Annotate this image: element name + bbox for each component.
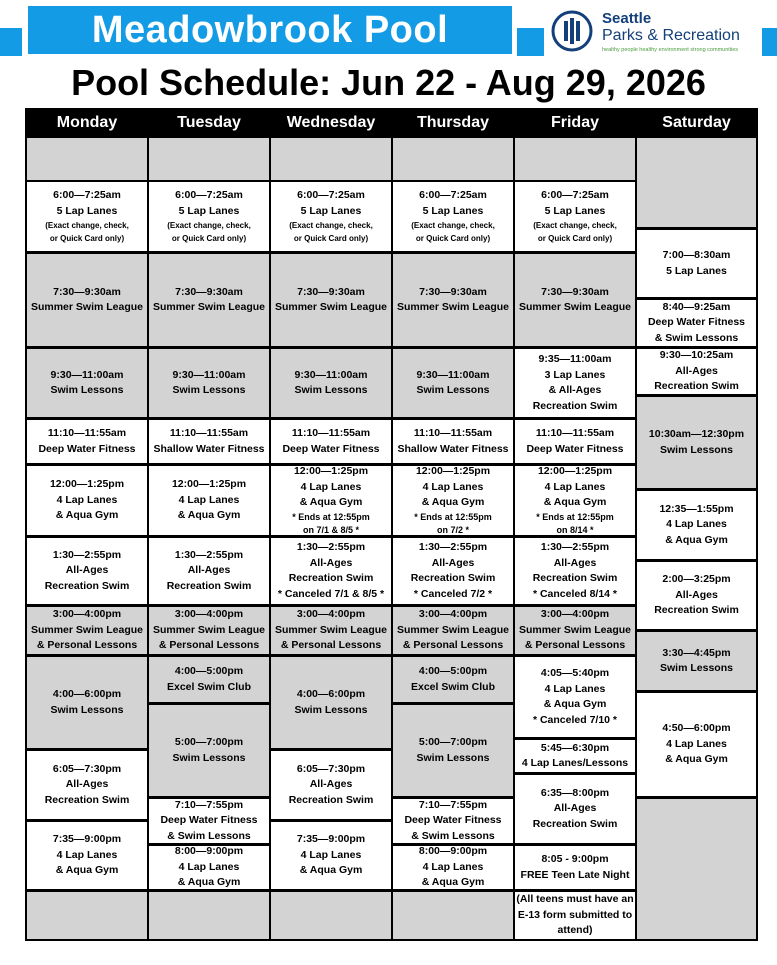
- schedule-cell-friday-10: [515, 775, 635, 843]
- cell-text: Excel Swim Club: [410, 680, 496, 693]
- cell-text: & Swim Lessons: [411, 829, 495, 842]
- schedule-cell-wednesday-1: [271, 182, 391, 251]
- schedule-cell-saturday-5: [637, 491, 756, 559]
- logo-tagline: healthy people healthy environment strong communities: [602, 47, 739, 53]
- day-header-thursday: Thursday: [416, 114, 489, 131]
- schedule-cell-monday-0: [27, 138, 147, 180]
- cell-text: All-Ages: [65, 778, 109, 791]
- cell-text: or Quick Card only): [537, 234, 613, 243]
- cell-text: 6:05—7:30pm: [52, 762, 122, 775]
- cell-text: & Aqua Gym: [543, 698, 607, 710]
- cell-text: & Aqua Gym: [55, 864, 119, 877]
- cell-text: Swim Lessons: [416, 384, 490, 396]
- schedule-cell-saturday-2: [637, 300, 756, 346]
- cell-text: & Aqua Gym: [543, 496, 607, 509]
- cell-text: or Quick Card only): [293, 234, 369, 243]
- cell-text: 4 Lap Lanes: [300, 480, 362, 493]
- schedule-cell-wednesday-6: [271, 538, 391, 604]
- cell-text: Summer Swim League: [396, 301, 510, 313]
- cell-text: 4 Lap Lanes: [666, 518, 727, 531]
- schedule-cell-monday-1: [27, 182, 147, 251]
- cell-text: Recreation Swim: [166, 579, 252, 592]
- cell-text: 7:30—9:30am: [53, 285, 121, 298]
- cell-text: 10:30am—12:30pm: [648, 428, 745, 440]
- cell-text: 7:30—9:30am: [419, 285, 487, 298]
- cell-text: Shallow Water Fitness: [153, 442, 265, 455]
- cell-text: 6:05—7:30pm: [296, 762, 366, 775]
- page-title: Pool Schedule: Jun 22 - Aug 29, 2026: [71, 62, 706, 103]
- header-bar-left: [0, 28, 22, 56]
- cell-text: 4:00—6:00pm: [296, 688, 366, 700]
- schedule-cell-wednesday-7: [271, 607, 391, 654]
- cell-text: 3:00—4:00pm: [540, 608, 610, 621]
- cell-text: 11:10—11:55am: [47, 427, 127, 439]
- cell-text: 11:10—11:55am: [413, 427, 493, 439]
- schedule-cell-wednesday-10: [271, 822, 391, 889]
- cell-text: 3:30—4:45pm: [662, 646, 731, 659]
- cell-text: Swim Lessons: [50, 384, 124, 396]
- cell-text: 1:30—2:55pm: [296, 541, 366, 553]
- schedule-cell-wednesday-9: [271, 751, 391, 819]
- logo-parks-recreation: Parks & Recreation: [602, 27, 740, 44]
- cell-text: 8:00—9:00pm: [418, 846, 488, 858]
- cell-text: 3:00—4:00pm: [296, 608, 366, 621]
- schedule-cell-wednesday-0: [271, 138, 391, 180]
- cell-text: 6:00—7:25am: [419, 189, 487, 201]
- cell-text: All-Ages: [675, 588, 718, 601]
- header-bar-middle: [517, 28, 544, 56]
- cell-text: 12:00—1:25pm: [537, 466, 613, 478]
- cell-text: 7:35—9:00pm: [52, 833, 122, 846]
- cell-text: 4 Lap Lanes: [544, 682, 606, 695]
- schedule-cell-monday-3: [27, 349, 147, 417]
- cell-text: (Exact change, check,: [289, 221, 373, 230]
- schedule-cell-saturday-8: [637, 693, 756, 796]
- cell-text: 3 Lap Lanes: [544, 368, 606, 381]
- cell-text: on 8/14 *: [556, 524, 594, 535]
- cell-text: Summer Swim League: [30, 301, 144, 313]
- cell-text: or Quick Card only): [415, 234, 491, 243]
- cell-text: 5:45—6:30pm: [540, 741, 610, 754]
- cell-text: Summer Swim League: [396, 623, 510, 636]
- schedule-cell-tuesday-0: [149, 138, 269, 180]
- cell-text: & All-Ages: [548, 384, 602, 396]
- cell-text: (Exact change, check,: [533, 221, 617, 230]
- schedule-cell-wednesday-2: [271, 254, 391, 346]
- schedule-cell-friday-3: [515, 349, 635, 417]
- cell-text: 5 Lap Lanes: [178, 204, 240, 217]
- cell-text: Deep Water Fitness: [404, 814, 502, 827]
- cell-text: & Aqua Gym: [665, 753, 728, 766]
- cell-text: Recreation Swim: [532, 572, 618, 584]
- cell-text: 5:00—7:00pm: [418, 736, 488, 748]
- schedule-cell-friday-8: [515, 657, 635, 737]
- schedule-cell-thursday-4: [393, 420, 513, 463]
- schedule-cell-friday-4: [515, 420, 635, 463]
- cell-text: Recreation Swim: [532, 399, 618, 412]
- cell-text: 9:30—10:25am: [659, 349, 734, 362]
- cell-text: 9:35—11:00am: [538, 353, 612, 365]
- cell-text: 8:05 - 9:00pm: [541, 853, 609, 865]
- cell-text: All-Ages: [675, 364, 718, 377]
- cell-text: 4 Lap Lanes: [422, 480, 484, 493]
- cell-text: 6:00—7:25am: [297, 189, 365, 201]
- schedule-cell-wednesday-3: [271, 349, 391, 417]
- pool-name-banner: Meadowbrook Pool: [28, 6, 512, 54]
- cell-text: Summer Swim League: [518, 623, 632, 636]
- schedule-cell-thursday-6: [393, 538, 513, 604]
- cell-text: 4 Lap Lanes: [666, 737, 727, 750]
- cell-text: Shallow Water Fitness: [397, 442, 509, 455]
- schedule-cell-thursday-8: [393, 657, 513, 702]
- cell-text: on 7/1 & 8/5 *: [302, 524, 360, 535]
- cell-text: 6:00—7:25am: [175, 189, 243, 201]
- cell-text: 7:30—9:30am: [175, 285, 243, 298]
- schedule-cell-saturday-4: [637, 397, 756, 488]
- schedule-cell-tuesday-7: [149, 607, 269, 654]
- schedule-cell-friday-11: [515, 846, 635, 889]
- cell-text: on 7/2 *: [436, 524, 469, 535]
- cell-text: & Personal Lessons: [280, 639, 382, 652]
- cell-text: 5 Lap Lanes: [666, 264, 727, 277]
- cell-text: & Aqua Gym: [299, 864, 363, 877]
- schedule-cell-monday-7: [27, 607, 147, 654]
- cell-text: 12:00—1:25pm: [171, 478, 247, 491]
- cell-text: & Personal Lessons: [402, 639, 504, 652]
- logo-seattle: Seattle: [602, 10, 652, 27]
- cell-text: 8:40—9:25am: [662, 300, 731, 313]
- cell-text: Swim Lessons: [172, 751, 246, 764]
- seattle-emblem-icon: [551, 10, 593, 52]
- cell-text: 4:05—5:40pm: [540, 667, 610, 679]
- cell-text: 4 Lap Lanes: [56, 493, 118, 506]
- schedule-cell-thursday-11: [393, 846, 513, 889]
- cell-text: 4:50—6:00pm: [662, 722, 731, 735]
- cell-text: 11:10—11:55am: [291, 427, 371, 439]
- schedule-cell-saturday-3: [637, 349, 756, 394]
- cell-text: 9:30—11:00am: [416, 368, 490, 381]
- cell-text: 12:35—1:55pm: [659, 502, 734, 515]
- cell-text: or Quick Card only): [49, 234, 125, 243]
- cell-text: Summer Swim League: [30, 623, 144, 636]
- cell-text: 4 Lap Lanes: [178, 493, 240, 506]
- cell-text: (All teens must have an: [516, 893, 634, 906]
- cell-text: 8:00—9:00pm: [174, 846, 244, 858]
- cell-text: 6:35—8:00pm: [540, 786, 610, 799]
- day-header-saturday: Saturday: [662, 114, 731, 131]
- cell-text: attend): [557, 924, 593, 937]
- schedule-cell-saturday-1: [637, 230, 756, 297]
- cell-text: 4:00—5:00pm: [174, 665, 244, 677]
- schedule-cell-tuesday-10: [149, 799, 269, 843]
- cell-text: Swim Lessons: [416, 751, 490, 764]
- day-header-tuesday: Tuesday: [177, 114, 241, 131]
- cell-text: 9:30—11:00am: [294, 368, 368, 381]
- cell-text: & Aqua Gym: [421, 876, 485, 889]
- cell-text: Summer Swim League: [152, 301, 266, 313]
- day-header-monday: Monday: [56, 114, 118, 131]
- cell-text: Summer Swim League: [518, 301, 632, 313]
- schedule-cell-tuesday-2: [149, 254, 269, 346]
- schedule-cell-wednesday-4: [271, 420, 391, 463]
- cell-text: & Aqua Gym: [55, 509, 119, 522]
- cell-text: Recreation Swim: [288, 793, 374, 806]
- schedule-cell-thursday-3: [393, 349, 513, 417]
- schedule-cell-tuesday-6: [149, 538, 269, 604]
- cell-text: Summer Swim League: [152, 623, 266, 636]
- header-bar-right: [762, 28, 777, 56]
- schedule-cell-monday-4: [27, 420, 147, 463]
- schedule-cell-thursday-0: [393, 138, 513, 180]
- cell-text: All-Ages: [309, 778, 353, 791]
- cell-text: Recreation Swim: [654, 604, 739, 617]
- schedule-cell-wednesday-5: [271, 466, 391, 535]
- cell-text: Recreation Swim: [44, 793, 130, 806]
- day-header-friday: Friday: [550, 114, 599, 131]
- cell-text: 3:00—4:00pm: [418, 608, 488, 621]
- cell-text: 12:00—1:25pm: [415, 466, 491, 478]
- cell-text: 4 Lap Lanes: [56, 848, 118, 861]
- cell-text: & Swim Lessons: [654, 331, 739, 344]
- cell-text: Excel Swim Club: [166, 680, 252, 693]
- cell-text: * Canceled 7/10 *: [532, 713, 618, 726]
- schedule-cell-tuesday-12: [149, 892, 269, 939]
- cell-text: 5:00—7:00pm: [174, 736, 244, 748]
- schedule-cell-tuesday-9: [149, 705, 269, 796]
- schedule-cell-friday-12: [515, 892, 635, 939]
- cell-text: Recreation Swim: [288, 572, 374, 584]
- cell-text: 4 Lap Lanes: [422, 860, 484, 873]
- cell-text: Deep Water Fitness: [160, 814, 258, 827]
- cell-text: 7:10—7:55pm: [174, 799, 244, 811]
- cell-text: 4 Lap Lanes/Lessons: [521, 757, 629, 769]
- schedule-cell-thursday-10: [393, 799, 513, 843]
- cell-text: * Canceled 7/1 & 8/5 *: [277, 587, 385, 600]
- cell-text: Summer Swim League: [274, 623, 388, 636]
- cell-text: Deep Water Fitness: [647, 316, 746, 329]
- schedule-cell-thursday-5: [393, 466, 513, 535]
- cell-text: All-Ages: [309, 556, 353, 569]
- schedule-cell-thursday-12: [393, 892, 513, 939]
- cell-text: * Ends at 12:55pm: [536, 511, 614, 522]
- schedule-cell-friday-0: [515, 138, 635, 180]
- schedule-cell-saturday-9: [637, 799, 756, 939]
- schedule-cell-wednesday-11: [271, 892, 391, 939]
- cell-text: Swim Lessons: [172, 384, 246, 396]
- schedule-cell-monday-5: [27, 466, 147, 535]
- cell-text: 5 Lap Lanes: [56, 204, 118, 217]
- cell-text: * Canceled 7/2 *: [413, 587, 493, 600]
- cell-text: * Ends at 12:55pm: [292, 511, 370, 522]
- schedule-cell-thursday-1: [393, 182, 513, 251]
- cell-text: (Exact change, check,: [45, 221, 129, 230]
- cell-text: Swim Lessons: [660, 662, 733, 674]
- cell-text: 11:10—11:55am: [535, 427, 615, 439]
- cell-text: 4 Lap Lanes: [300, 848, 362, 861]
- cell-text: Recreation Swim: [532, 817, 618, 830]
- schedule-cell-tuesday-3: [149, 349, 269, 417]
- cell-text: 4 Lap Lanes: [544, 480, 606, 493]
- cell-text: & Personal Lessons: [524, 639, 626, 652]
- cell-text: Swim Lessons: [294, 384, 368, 396]
- day-header-wednesday: Wednesday: [286, 114, 376, 131]
- schedule-cell-monday-8: [27, 657, 147, 748]
- cell-text: 12:00—1:25pm: [49, 478, 125, 491]
- cell-text: 5 Lap Lanes: [422, 204, 484, 217]
- schedule-cell-tuesday-11: [149, 846, 269, 889]
- schedule-cell-tuesday-5: [149, 466, 269, 535]
- cell-text: Swim Lessons: [294, 703, 368, 716]
- cell-text: Summer Swim League: [274, 301, 388, 313]
- schedule-cell-monday-11: [27, 892, 147, 939]
- cell-text: & Personal Lessons: [36, 639, 138, 652]
- cell-text: 7:10—7:55pm: [418, 799, 488, 811]
- cell-text: & Personal Lessons: [158, 639, 260, 652]
- schedule-cell-monday-6: [27, 538, 147, 604]
- cell-text: & Aqua Gym: [177, 509, 241, 522]
- schedule-cell-friday-7: [515, 607, 635, 654]
- cell-text: 7:30—9:30am: [297, 285, 365, 298]
- cell-text: Recreation Swim: [654, 380, 739, 393]
- cell-text: All-Ages: [187, 564, 231, 577]
- cell-text: or Quick Card only): [171, 234, 247, 243]
- cell-text: (Exact change, check,: [411, 221, 495, 230]
- cell-text: All-Ages: [65, 564, 109, 577]
- schedule-cell-saturday-0: [637, 138, 756, 227]
- cell-text: 2:00—3:25pm: [662, 573, 731, 586]
- cell-text: 1:30—2:55pm: [540, 541, 610, 553]
- cell-text: & Aqua Gym: [665, 533, 728, 546]
- cell-text: 1:30—2:55pm: [174, 548, 244, 561]
- cell-text: Deep Water Fitness: [526, 442, 624, 455]
- cell-text: 9:30—11:00am: [172, 368, 246, 381]
- cell-text: Deep Water Fitness: [282, 442, 380, 455]
- schedule-cell-saturday-6: [637, 562, 756, 629]
- cell-text: 6:00—7:25am: [541, 189, 609, 201]
- cell-text: 5 Lap Lanes: [544, 204, 606, 217]
- cell-text: 5 Lap Lanes: [300, 204, 362, 217]
- cell-text: 6:00—7:25am: [53, 189, 121, 201]
- schedule-cell-monday-9: [27, 751, 147, 819]
- cell-text: 7:30—9:30am: [541, 285, 609, 298]
- cell-text: 4 Lap Lanes: [178, 860, 240, 873]
- cell-text: 4:00—5:00pm: [418, 665, 488, 677]
- schedule-cell-friday-9: [515, 740, 635, 772]
- cell-text: & Aqua Gym: [299, 496, 363, 509]
- cell-text: & Swim Lessons: [167, 829, 251, 842]
- cell-text: Recreation Swim: [44, 579, 130, 592]
- schedule-cell-friday-2: [515, 254, 635, 346]
- cell-text: 3:00—4:00pm: [174, 608, 244, 621]
- schedule-cell-saturday-7: [637, 632, 756, 690]
- cell-text: All-Ages: [553, 802, 597, 815]
- cell-text: Swim Lessons: [50, 703, 124, 716]
- schedule-cell-monday-2: [27, 254, 147, 346]
- cell-text: 1:30—2:55pm: [52, 548, 122, 561]
- schedule-cell-wednesday-8: [271, 657, 391, 748]
- schedule-cell-tuesday-1: [149, 182, 269, 251]
- cell-text: Swim Lessons: [660, 443, 733, 456]
- schedule-cell-friday-6: [515, 538, 635, 604]
- cell-text: FREE Teen Late Night: [520, 868, 630, 881]
- schedule-cell-thursday-9: [393, 705, 513, 796]
- cell-text: (Exact change, check,: [167, 221, 251, 230]
- cell-text: 9:30—11:00am: [50, 368, 124, 381]
- cell-text: Deep Water Fitness: [38, 442, 136, 455]
- cell-text: 11:10—11:55am: [169, 427, 249, 439]
- schedule-cell-thursday-2: [393, 254, 513, 346]
- schedule-cell-friday-1: [515, 182, 635, 251]
- cell-text: All-Ages: [553, 556, 597, 569]
- cell-text: 3:00—4:00pm: [52, 608, 122, 621]
- schedule-cell-friday-5: [515, 466, 635, 535]
- cell-text: 7:35—9:00pm: [296, 833, 366, 846]
- cell-text: & Aqua Gym: [421, 496, 485, 509]
- cell-text: & Aqua Gym: [177, 876, 241, 889]
- cell-text: E-13 form submitted to: [517, 908, 633, 921]
- schedule-cell-tuesday-8: [149, 657, 269, 702]
- schedule-cell-thursday-7: [393, 607, 513, 654]
- cell-text: All-Ages: [431, 556, 475, 569]
- cell-text: 7:00—8:30am: [662, 249, 731, 261]
- schedule-cell-monday-10: [27, 822, 147, 889]
- cell-text: Recreation Swim: [410, 572, 496, 584]
- schedule-cell-tuesday-4: [149, 420, 269, 463]
- cell-text: 4:00—6:00pm: [52, 688, 122, 700]
- cell-text: * Canceled 8/14 *: [532, 587, 618, 600]
- cell-text: 1:30—2:55pm: [418, 541, 488, 553]
- cell-text: 12:00—1:25pm: [293, 466, 369, 478]
- cell-text: * Ends at 12:55pm: [414, 511, 492, 522]
